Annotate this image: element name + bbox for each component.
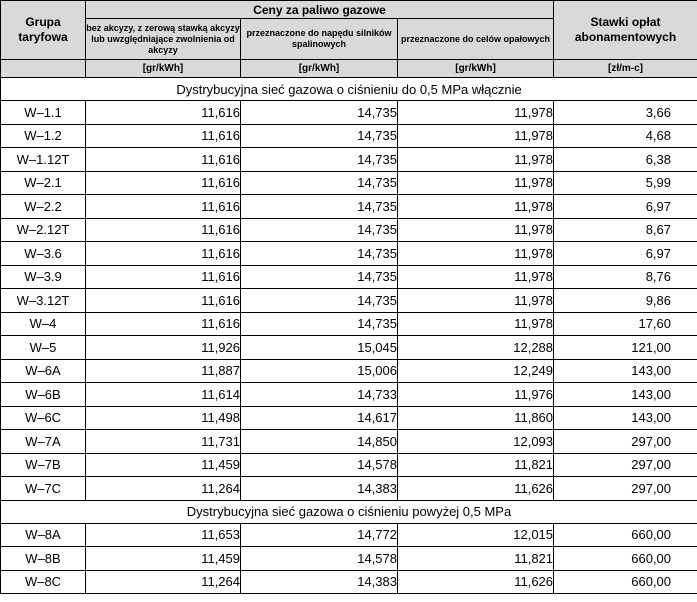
tariff-group-cell: W–6A	[1, 359, 86, 383]
price-heating-cell: 12,249	[398, 359, 554, 383]
table-header	[1, 1, 697, 78]
tariff-group-cell: W–6B	[1, 383, 86, 407]
price-heating-cell: 11,976	[398, 383, 554, 407]
price-heating-cell: 11,978	[398, 312, 554, 336]
tariff-group-cell: W–1.2	[1, 124, 86, 148]
table-row	[1, 171, 697, 195]
tariff-group-cell: W–8B	[1, 547, 86, 571]
table-row	[1, 547, 697, 571]
fee-cell: 17,60	[554, 312, 697, 336]
table-row	[1, 195, 697, 219]
table-row	[1, 265, 697, 289]
tariff-group-cell: W–2.12T	[1, 218, 86, 242]
tariff-group-cell: W–6C	[1, 406, 86, 430]
table-body	[1, 78, 697, 594]
tariff-group-cell: W–1.12T	[1, 148, 86, 172]
price-heating-cell: 11,978	[398, 265, 554, 289]
fee-cell: 660,00	[554, 570, 697, 594]
header-price-heating: przeznaczone do celów opałowych	[398, 19, 554, 60]
fee-cell: 4,68	[554, 124, 697, 148]
table-row	[1, 312, 697, 336]
tariff-group-cell: W–7C	[1, 477, 86, 501]
table-row	[1, 242, 697, 266]
tariff-group-cell: W–3.9	[1, 265, 86, 289]
price-excise-cell: 11,616	[86, 289, 241, 313]
section-row	[1, 78, 697, 101]
table-row	[1, 124, 697, 148]
price-engines-cell: 14,578	[241, 547, 398, 571]
price-heating-cell: 11,978	[398, 124, 554, 148]
price-heating-cell: 12,093	[398, 430, 554, 454]
fee-cell: 660,00	[554, 547, 697, 571]
tariff-group-cell: W–2.2	[1, 195, 86, 219]
table-row	[1, 453, 697, 477]
price-excise-cell: 11,614	[86, 383, 241, 407]
tariff-group-cell: W–8C	[1, 570, 86, 594]
price-heating-cell: 11,978	[398, 218, 554, 242]
price-engines-cell: 14,578	[241, 453, 398, 477]
price-heating-cell: 11,821	[398, 547, 554, 571]
table-row	[1, 570, 697, 594]
tariff-group-cell: W–4	[1, 312, 86, 336]
table-row	[1, 101, 697, 125]
price-heating-cell: 11,978	[398, 101, 554, 125]
price-heating-cell: 12,288	[398, 336, 554, 360]
section-row	[1, 500, 697, 523]
price-heating-cell: 11,860	[398, 406, 554, 430]
table-row	[1, 148, 697, 172]
fee-cell: 660,00	[554, 523, 697, 547]
fee-cell: 9,86	[554, 289, 697, 313]
table-row	[1, 406, 697, 430]
price-engines-cell: 14,735	[241, 242, 398, 266]
tariff-group-cell: W–8A	[1, 523, 86, 547]
price-excise-cell: 11,459	[86, 453, 241, 477]
price-heating-cell: 11,821	[398, 453, 554, 477]
tariff-group-cell: W–1.1	[1, 101, 86, 125]
price-excise-cell: 11,616	[86, 101, 241, 125]
price-heating-cell: 11,978	[398, 242, 554, 266]
price-excise-cell: 11,498	[86, 406, 241, 430]
price-engines-cell: 14,772	[241, 523, 398, 547]
table-row	[1, 523, 697, 547]
table-row	[1, 383, 697, 407]
header-unit-group	[1, 60, 86, 78]
fee-cell: 143,00	[554, 383, 697, 407]
price-excise-cell: 11,616	[86, 171, 241, 195]
price-excise-cell: 11,616	[86, 312, 241, 336]
header-prices: Ceny za paliwo gazowe	[86, 1, 554, 19]
section-title: Dystrybucyjna sieć gazowa o ciśnieniu do 0,5 MPa włącznie	[1, 78, 697, 101]
price-engines-cell: 15,006	[241, 359, 398, 383]
price-engines-cell: 14,850	[241, 430, 398, 454]
fee-cell: 297,00	[554, 430, 697, 454]
fee-cell: 8,67	[554, 218, 697, 242]
table-row	[1, 430, 697, 454]
price-engines-cell: 14,617	[241, 406, 398, 430]
header-price-excise: bez akcyzy, z zerową stawką akcyzy lub uwzględniające zwolnienia od akcyzy	[86, 19, 241, 60]
tariff-group-cell: W–7A	[1, 430, 86, 454]
tariff-group-cell: W–5	[1, 336, 86, 360]
price-heating-cell: 11,626	[398, 570, 554, 594]
price-excise-cell: 11,731	[86, 430, 241, 454]
price-excise-cell: 11,616	[86, 124, 241, 148]
price-engines-cell: 14,735	[241, 289, 398, 313]
price-engines-cell: 14,735	[241, 171, 398, 195]
price-engines-cell: 14,735	[241, 148, 398, 172]
price-heating-cell: 11,978	[398, 171, 554, 195]
header-price-engines: przeznaczone do napędu silników spalinowych	[241, 19, 398, 60]
fee-cell: 297,00	[554, 477, 697, 501]
price-heating-cell: 11,978	[398, 195, 554, 219]
tariff-group-cell: W–3.6	[1, 242, 86, 266]
price-heating-cell: 11,978	[398, 148, 554, 172]
price-engines-cell: 14,733	[241, 383, 398, 407]
price-engines-cell: 14,735	[241, 101, 398, 125]
price-engines-cell: 14,383	[241, 477, 398, 501]
price-excise-cell: 11,264	[86, 477, 241, 501]
fee-cell: 6,38	[554, 148, 697, 172]
price-excise-cell: 11,264	[86, 570, 241, 594]
fee-cell: 5,99	[554, 171, 697, 195]
price-excise-cell: 11,616	[86, 148, 241, 172]
price-engines-cell: 15,045	[241, 336, 398, 360]
price-engines-cell: 14,735	[241, 265, 398, 289]
price-engines-cell: 14,735	[241, 312, 398, 336]
price-heating-cell: 11,978	[398, 289, 554, 313]
price-engines-cell: 14,735	[241, 195, 398, 219]
price-excise-cell: 11,616	[86, 218, 241, 242]
table-row	[1, 289, 697, 313]
price-excise-cell: 11,616	[86, 195, 241, 219]
section-title: Dystrybucyjna sieć gazowa o ciśnieniu powyżej 0,5 MPa	[1, 500, 697, 523]
price-excise-cell: 11,653	[86, 523, 241, 547]
header-fees: Stawki opłat abonamentowych	[554, 1, 697, 60]
price-engines-cell: 14,735	[241, 124, 398, 148]
fee-cell: 297,00	[554, 453, 697, 477]
price-engines-cell: 14,735	[241, 218, 398, 242]
header-group: Grupa taryfowa	[1, 1, 86, 60]
fee-cell: 143,00	[554, 406, 697, 430]
price-excise-cell: 11,616	[86, 265, 241, 289]
tariff-group-cell: W–3.12T	[1, 289, 86, 313]
table-row	[1, 359, 697, 383]
fee-cell: 6,97	[554, 195, 697, 219]
fee-cell: 6,97	[554, 242, 697, 266]
tariff-group-cell: W–7B	[1, 453, 86, 477]
price-excise-cell: 11,459	[86, 547, 241, 571]
fee-cell: 8,76	[554, 265, 697, 289]
price-engines-cell: 14,383	[241, 570, 398, 594]
header-unit-price1: [gr/kWh]	[86, 60, 241, 78]
price-excise-cell: 11,887	[86, 359, 241, 383]
table-row	[1, 477, 697, 501]
header-unit-price3: [gr/kWh]	[398, 60, 554, 78]
tariff-group-cell: W–2.1	[1, 171, 86, 195]
fee-cell: 143,00	[554, 359, 697, 383]
table-row	[1, 336, 697, 360]
price-heating-cell: 12,015	[398, 523, 554, 547]
header-unit-price2: [gr/kWh]	[241, 60, 398, 78]
price-heating-cell: 11,626	[398, 477, 554, 501]
table-row	[1, 218, 697, 242]
fee-cell: 3,66	[554, 101, 697, 125]
price-excise-cell: 11,616	[86, 242, 241, 266]
price-excise-cell: 11,926	[86, 336, 241, 360]
fee-cell: 121,00	[554, 336, 697, 360]
header-unit-fee: [zł/m-c]	[554, 60, 697, 78]
